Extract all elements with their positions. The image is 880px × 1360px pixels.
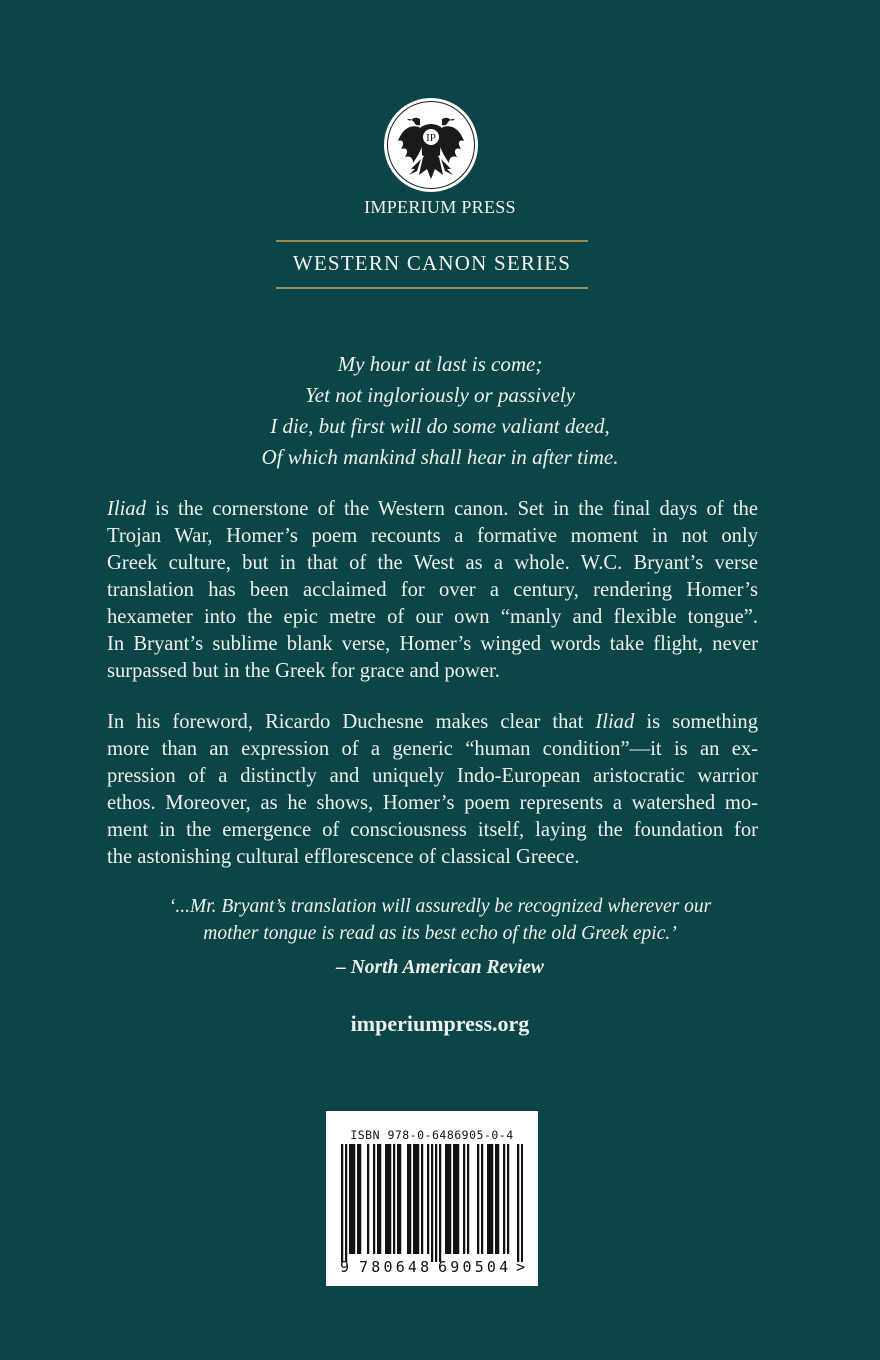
barcode-bar <box>349 1144 351 1254</box>
blurb-line: In Bryant’s sublime blank verse, Homer’s winged words take flight, never <box>107 633 758 655</box>
barcode-bar <box>495 1144 497 1254</box>
publisher-name: IMPERIUM PRESS <box>364 197 516 217</box>
barcode-bar <box>377 1144 379 1254</box>
barcode-bar <box>521 1144 523 1262</box>
barcode-bar <box>435 1144 437 1262</box>
barcode-bar <box>415 1144 417 1254</box>
book-title: Iliad <box>107 498 146 520</box>
ean-first-digit: 9 <box>340 1258 350 1276</box>
blurb-line: more than an expression of a generic “human condition”—it is an ex- <box>107 738 758 760</box>
verse-line: Of which mankind shall hear in after time. <box>261 445 619 469</box>
barcode-bar <box>489 1144 491 1254</box>
review-quote <box>0 893 880 947</box>
quote-line: mother tongue is read as its best echo of the old Greek epic.’ <box>203 923 677 944</box>
barcode-bar <box>439 1144 441 1262</box>
barcode-bar <box>399 1144 401 1254</box>
verse-line: Yet not ingloriously or passively <box>305 383 575 407</box>
barcode-bar <box>447 1144 449 1254</box>
barcode-bar <box>421 1144 423 1254</box>
barcode-bar <box>379 1144 381 1254</box>
barcode-bar <box>357 1144 359 1254</box>
barcode-bar <box>397 1144 399 1254</box>
blurb-line: Iliad is the cornerstone of the Western canon. Set in the final days of the <box>107 498 758 520</box>
barcode-bar <box>455 1144 457 1254</box>
barcode-bar <box>481 1144 483 1254</box>
logo-monogram: IP <box>426 132 436 144</box>
verse-line: I die, but first will do some valiant deed, <box>270 414 610 438</box>
barcode-bars <box>341 1144 523 1262</box>
barcode-bar <box>431 1144 433 1262</box>
barcode-bar <box>457 1144 459 1254</box>
barcode-bar <box>341 1144 343 1262</box>
barcode-bar <box>503 1144 505 1254</box>
series-title: WESTERN CANON SERIES <box>292 251 572 275</box>
barcode-bar <box>353 1144 355 1254</box>
ean-arrow: > <box>516 1258 526 1276</box>
barcode-bar <box>427 1144 429 1254</box>
isbn-label: ISBN 978-0-6486905-0-4 <box>350 1128 514 1142</box>
blurb-line: hexameter into the epic metre of our own “manly and flexible tongue”. <box>107 606 758 628</box>
blurb-line: Greek culture, but in that of the West as a whole. W.C. Bryant’s verse <box>107 552 758 574</box>
verse-line: My hour at last is come; <box>337 352 543 376</box>
ean-right-group: 690504 <box>438 1258 512 1276</box>
publisher-logo <box>383 97 479 193</box>
blurb-line: In his foreword, Ricardo Duchesne makes clear that Iliad is something <box>107 711 758 733</box>
book-title: Iliad <box>595 711 635 733</box>
series-rule-bottom <box>276 287 588 289</box>
review-attribution: – North American Review <box>336 957 544 978</box>
barcode-bar <box>407 1144 409 1254</box>
isbn-barcode <box>326 1111 538 1286</box>
blurb-paragraph-1 <box>107 496 758 685</box>
barcode-bar <box>449 1144 451 1254</box>
blurb-line: ethos. Moreover, as he shows, Homer’s poem represents a watershed mo- <box>107 792 758 814</box>
barcode-bar <box>359 1144 361 1254</box>
barcode-bar <box>491 1144 493 1254</box>
blurb-paragraph-2 <box>107 709 758 871</box>
barcode-bar <box>393 1144 395 1254</box>
ean-left-group: 780648 <box>359 1258 433 1276</box>
barcode-bar <box>463 1144 465 1254</box>
barcode-bar <box>453 1144 455 1254</box>
barcode-bar <box>345 1144 347 1262</box>
barcode-bar <box>389 1144 391 1254</box>
barcode-bar <box>477 1144 479 1254</box>
barcode-bar <box>385 1144 387 1254</box>
barcode-bar <box>507 1144 509 1254</box>
blurb-line: Trojan War, Homer’s poem recounts a formative moment in not only <box>107 525 758 547</box>
blurb-line: pression of a distinctly and uniquely Indo-European aristocratic warrior <box>107 765 758 787</box>
barcode-bar <box>413 1144 415 1254</box>
barcode-bar <box>467 1144 469 1254</box>
quote-line: ‘...Mr. Bryant’s translation will assuredly be recognized wherever our <box>168 896 712 917</box>
barcode-bar <box>445 1144 447 1254</box>
barcode-bar <box>409 1144 411 1254</box>
verse-epigraph <box>0 349 880 473</box>
barcode-bar <box>373 1144 375 1254</box>
barcode-bar <box>367 1144 369 1254</box>
blurb-line: ment in the emergence of consciousness itself, laying the foundation for <box>107 819 758 841</box>
website-link[interactable]: imperiumpress.org <box>350 1011 530 1036</box>
barcode-bar <box>351 1144 353 1254</box>
barcode-bar <box>517 1144 519 1262</box>
double-headed-eagle-icon <box>383 97 479 193</box>
barcode-bar <box>387 1144 389 1254</box>
barcode-bar <box>487 1144 489 1254</box>
barcode-bar <box>417 1144 419 1254</box>
blurb-line: surpassed but in the Greek for grace and power. <box>107 660 500 682</box>
series-rule-top <box>276 240 588 242</box>
barcode-bar <box>497 1144 499 1254</box>
blurb-line: translation has been acclaimed for over a century, rendering Homer’s <box>107 579 758 601</box>
blurb-line: the astonishing cultural efflorescence of classical Greece. <box>107 846 580 868</box>
